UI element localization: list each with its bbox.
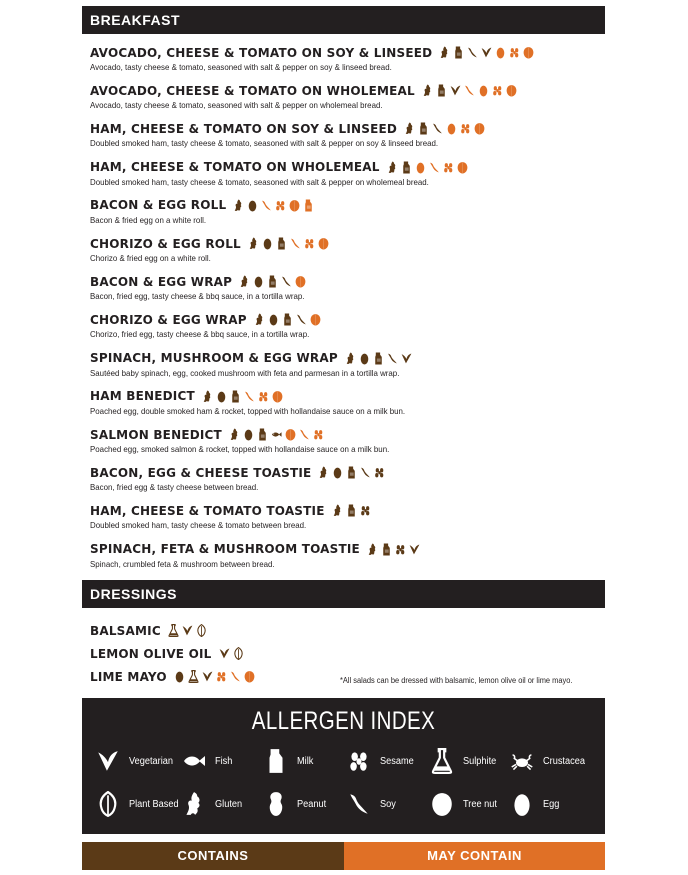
egg-icon [495,46,506,59]
sulphite-icon [430,748,454,774]
sesame-icon [313,428,324,441]
soy-icon [261,199,272,212]
allergen-icons [318,466,385,479]
allergen-icons [332,504,371,517]
gluten-icon [345,352,356,365]
menu-item [90,389,605,416]
menu-item-name: AVOCADO, CHEESE & TOMATO ON WHOLEMEAL [90,83,415,98]
menu-item-name: HAM, CHEESE & TOMATO ON WHOLEMEAL [90,160,380,175]
menu-item-description: Poached egg, double smoked ham & rocket, topped with hollandaise sauce on a milk bun. [90,405,406,416]
menu-item-description: Doubled smoked ham, tasty cheese & tomato, seasoned with salt & pepper on soy & linseed bread. [90,138,439,149]
milk-icon [230,390,241,403]
menu-item-description: Bacon, fried egg, tasty cheese & bbq sauce, in a tortilla wrap. [90,291,305,302]
dressing-name: LIME MAYO [90,669,167,684]
allergen-icons [248,237,329,250]
gluten-icon [202,390,213,403]
egg-icon [415,161,426,174]
gluten-icon [248,237,259,250]
menu-item-name: HAM, CHEESE & TOMATO TOASTIE [90,503,325,518]
fish-icon [271,428,282,441]
milk-icon [381,543,392,556]
dressing-name: LEMON OLIVE OIL [90,646,212,661]
menu-item-description: Doubled smoked ham, tasty cheese & tomato, seasoned with salt & pepper on wholemeal bread. [90,176,429,187]
allergen-icons [422,84,517,97]
plant-based-icon [233,647,244,660]
gluten-icon [182,791,206,817]
gluten-icon [422,84,433,97]
legend-item-soy [347,791,397,817]
sesame-icon [460,122,471,135]
tree-nut-icon [523,46,534,59]
soy-icon [244,390,255,403]
gluten-icon [439,46,450,59]
egg-icon [510,791,534,817]
menu-item [90,274,605,301]
legend-item-sesame [347,748,417,774]
soy-icon [299,428,310,441]
menu-item [90,312,605,339]
gluten-icon [239,275,250,288]
menu-item [90,503,605,530]
legend-label: Soy [380,798,396,810]
allergen-icons [345,352,412,365]
peanut-icon [264,791,288,817]
menu-item-name: SPINACH, MUSHROOM & EGG WRAP [90,351,338,366]
legend-label: Gluten [215,798,243,810]
menu-item-name: SPINACH, FETA & MUSHROOM TOASTIE [90,542,360,557]
section-header-dressings: DRESSINGS [82,580,605,608]
gluten-icon [387,161,398,174]
soy-icon [360,466,371,479]
legend-label: Tree nut [463,798,497,810]
egg-icon [174,670,185,683]
menu-item-name: SALMON BENEDICT [90,427,222,442]
legend-item-fish [182,748,234,774]
sulphite-icon [168,624,179,637]
legend-label: Sulphite [463,755,497,767]
menu-item-description: Bacon, fried egg & tasty cheese between bread. [90,482,259,493]
legend-item-crustacea [510,748,589,774]
allergen-icons [233,199,314,212]
sesame-icon [275,199,286,212]
soy-icon [281,275,292,288]
tree-nut-icon [457,161,468,174]
gluten-icon [229,428,240,441]
sesame-icon [360,504,371,517]
vegetarian-icon [219,647,230,660]
legend-label: Fish [215,755,233,767]
tree-nut-icon [285,428,296,441]
milk-icon [264,748,288,774]
tree-nut-icon [474,122,485,135]
legend-item-tree-nut [430,791,500,817]
allergen-icons [439,46,534,59]
legend-item-egg [510,791,561,817]
gluten-icon [367,543,378,556]
menu-item-description: Spinach, crumbled feta & mushroom between bread. [90,558,275,569]
fish-icon [182,748,206,774]
dressing-name: BALSAMIC [90,623,161,638]
legend-label: Crustacea [543,755,585,767]
egg-icon [262,237,273,250]
allergen-icons [202,390,283,403]
gluten-icon [233,199,244,212]
plant-based-icon [196,624,207,637]
menu-item-description: Sautéed baby spinach, egg, cooked mushroom with feta and parmesan in a tortilla wrap. [90,367,400,378]
soy-icon [467,46,478,59]
sesame-icon [374,466,385,479]
tree-nut-icon [244,670,255,683]
sesame-icon [443,161,454,174]
menu-item-description: Avocado, tasty cheese & tomato, seasoned with salt & pepper on soy & linseed bread. [90,62,392,72]
menu-item-description: Doubled smoked ham, tasty cheese & tomato between bread. [90,520,307,531]
milk-icon [346,466,357,479]
menu-item [90,198,605,225]
legend-item-milk [264,748,315,774]
soy-icon [432,122,443,135]
allergen-icons [254,313,321,326]
allergen-icons [239,275,306,288]
vegetarian-icon [450,84,461,97]
milk-icon [418,122,429,135]
tree-nut-icon [289,199,300,212]
egg-icon [359,352,370,365]
plant-based-icon [96,791,120,817]
milk-icon [257,428,268,441]
tree-nut-icon [430,791,454,817]
legend-item-plant-based [96,791,183,817]
tree-nut-icon [272,390,283,403]
soy-icon [230,670,241,683]
milk-icon [373,352,384,365]
contains-legend: CONTAINS [82,842,344,870]
legend-label: Sesame [380,755,414,767]
menu-item-description: Chorizo & fried egg on a white roll. [90,253,211,263]
legend-label: Peanut [297,798,327,810]
legend-item-peanut [264,791,329,817]
egg-icon [243,428,254,441]
vegetarian-icon [481,46,492,59]
vegetarian-icon [401,352,412,365]
menu-item [90,45,605,72]
menu-item-name: BACON, EGG & CHEESE TOASTIE [90,465,312,480]
menu-item [90,427,605,454]
menu-item [90,83,605,110]
soy-icon [464,84,475,97]
legend-label: Milk [297,755,314,767]
allergen-icons [387,161,468,174]
milk-icon [276,237,287,250]
legend-label: Vegetarian [129,755,174,767]
allergen-index-title: ALLERGEN INDEX [251,707,436,735]
menu-item-name: BACON & EGG WRAP [90,274,233,289]
egg-icon [446,122,457,135]
menu-item [90,121,605,148]
menu-item-description: Bacon & fried egg on a white roll. [90,214,207,225]
vegetarian-icon [409,543,420,556]
milk-icon [303,199,314,212]
allergen-icons [404,122,485,135]
dressing-item [90,646,605,661]
egg-icon [247,199,258,212]
sulphite-icon [188,670,199,683]
allergen-icons [219,647,244,660]
milk-icon [282,313,293,326]
menu-item [90,351,605,378]
menu-item [90,236,605,263]
menu-item-name: HAM, CHEESE & TOMATO ON SOY & LINSEED [90,121,398,136]
menu-item-name: BACON & EGG ROLL [90,198,227,213]
legend-label: Plant Based [129,798,179,810]
tree-nut-icon [318,237,329,250]
sesame-icon [509,46,520,59]
vegetarian-icon [182,624,193,637]
vegetarian-icon [202,670,213,683]
soy-icon [347,791,371,817]
egg-icon [216,390,227,403]
egg-icon [268,313,279,326]
sesame-icon [258,390,269,403]
tree-nut-icon [310,313,321,326]
milk-icon [401,161,412,174]
gluten-icon [404,122,415,135]
tree-nut-icon [295,275,306,288]
gluten-icon [254,313,265,326]
dressing-item [90,623,605,638]
milk-icon [267,275,278,288]
menu-item-description: Avocado, tasty cheese & tomato, seasoned with salt & pepper on wholemeal bread. [90,100,383,111]
sesame-icon [395,543,406,556]
dressing-note: *All salads can be dressed with balsamic, lemon olive oil or lime mayo. [340,676,573,685]
sesame-icon [304,237,315,250]
sesame-icon [347,748,371,774]
soy-icon [290,237,301,250]
legend-item-sulphite [430,748,499,774]
menu-item-name: AVOCADO, CHEESE & TOMATO ON SOY & LINSEED [90,45,433,60]
may-contain-legend: MAY CONTAIN [344,842,605,870]
allergen-icons [174,670,255,683]
milk-icon [453,46,464,59]
menu-item-name: HAM BENEDICT [90,389,195,404]
menu-item-name: CHORIZO & EGG ROLL [90,236,241,251]
legend-label: Egg [543,798,560,810]
menu-item [90,160,605,187]
allergen-icons [168,624,207,637]
menu-item-name: CHORIZO & EGG WRAP [90,312,247,327]
legend-item-gluten [182,791,244,817]
gluten-icon [318,466,329,479]
menu-item-description: Chorizo, fried egg, tasty cheese & bbq sauce, in a tortilla wrap. [90,329,310,340]
sesame-icon [492,84,503,97]
egg-icon [478,84,489,97]
section-header-breakfast: BREAKFAST [82,6,605,34]
menu-item-description: Poached egg, smoked salmon & rocket, topped with hollandaise sauce on a milk bun. [90,444,390,454]
vegetarian-icon [96,748,120,774]
milk-icon [436,84,447,97]
allergen-index-panel [82,698,605,834]
crustacea-icon [510,748,534,774]
allergen-icons [229,428,324,441]
legend-item-vegetarian [96,748,177,774]
sesame-icon [216,670,227,683]
menu-item [90,542,605,569]
soy-icon [429,161,440,174]
egg-icon [332,466,343,479]
soy-icon [296,313,307,326]
milk-icon [346,504,357,517]
allergen-icons [367,543,420,556]
soy-icon [387,352,398,365]
gluten-icon [332,504,343,517]
menu-item [90,465,605,492]
egg-icon [253,275,264,288]
tree-nut-icon [506,84,517,97]
